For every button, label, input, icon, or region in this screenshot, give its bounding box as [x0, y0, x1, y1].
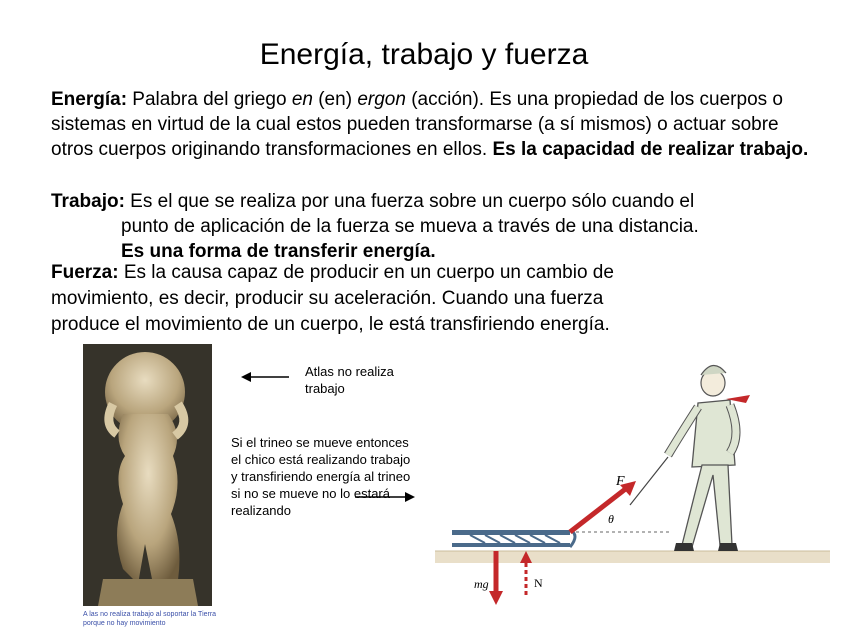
fuerza-text-3: produce el movimiento de un cuerpo, le está transfiriendo energía. [51, 314, 610, 335]
trineo-note: Si el trineo se mueve entonces el chico está realizando trabajo y transfiriendo energía al trineo si no se mueve no lo estará realizando [231, 435, 411, 518]
atlas-statue-image [83, 344, 212, 606]
energia-term-en: en [291, 89, 313, 110]
fuerza-label: Fuerza: [51, 262, 119, 283]
energia-text-3: (acción). Es una propiedad de los cuerpos o sistemas en virtud de la cual estos pueden transformarse (a sí mismos) o actuar sobre otros cuerpos originando transformaciones en ellos. [51, 89, 783, 160]
weight-label: mg [474, 577, 489, 591]
atlas-note: Atlas no realiza trabajo [305, 364, 394, 396]
page-title: Energía, trabajo y fuerza [259, 38, 589, 71]
trabajo-text-2: punto de aplicación de la fuerza se mueva a través de una distancia. [121, 216, 699, 237]
fuerza-paragraph [51, 260, 731, 338]
force-arrow [570, 487, 628, 532]
energia-label: Energía: [51, 89, 128, 110]
arrow-left-icon [241, 370, 291, 384]
atlas-caption: A las no realiza trabajo al soportar la Tierra porque no hay movimiento [83, 611, 217, 627]
energia-text-2: (en) [312, 89, 358, 110]
angle-label: θ [608, 512, 614, 526]
fuerza-text-2: movimiento, es decir, producir su aceleración. Cuando una fuerza [51, 288, 604, 309]
force-label: F [616, 474, 625, 489]
sled-diagram [430, 355, 830, 610]
sled [452, 530, 575, 547]
normal-label: N [534, 576, 543, 590]
arrow-right-icon [355, 490, 415, 504]
boy-figure [668, 365, 750, 551]
trabajo-definition: Es una forma de transferir energía. [121, 241, 436, 262]
energia-text-1: Palabra del griego [127, 89, 292, 110]
energia-definition: Es la capacidad de realizar trabajo. [492, 139, 809, 160]
fuerza-text-1: Es la causa capaz de producir en un cuerpo un cambio de [118, 262, 614, 283]
trabajo-paragraph [51, 189, 811, 264]
energia-paragraph [51, 87, 821, 162]
trabajo-label: Trabajo: [51, 191, 125, 212]
trabajo-text-1: Es el que se realiza por una fuerza sobre un cuerpo sólo cuando el [124, 191, 695, 212]
energia-term-ergon: ergon [357, 89, 406, 110]
